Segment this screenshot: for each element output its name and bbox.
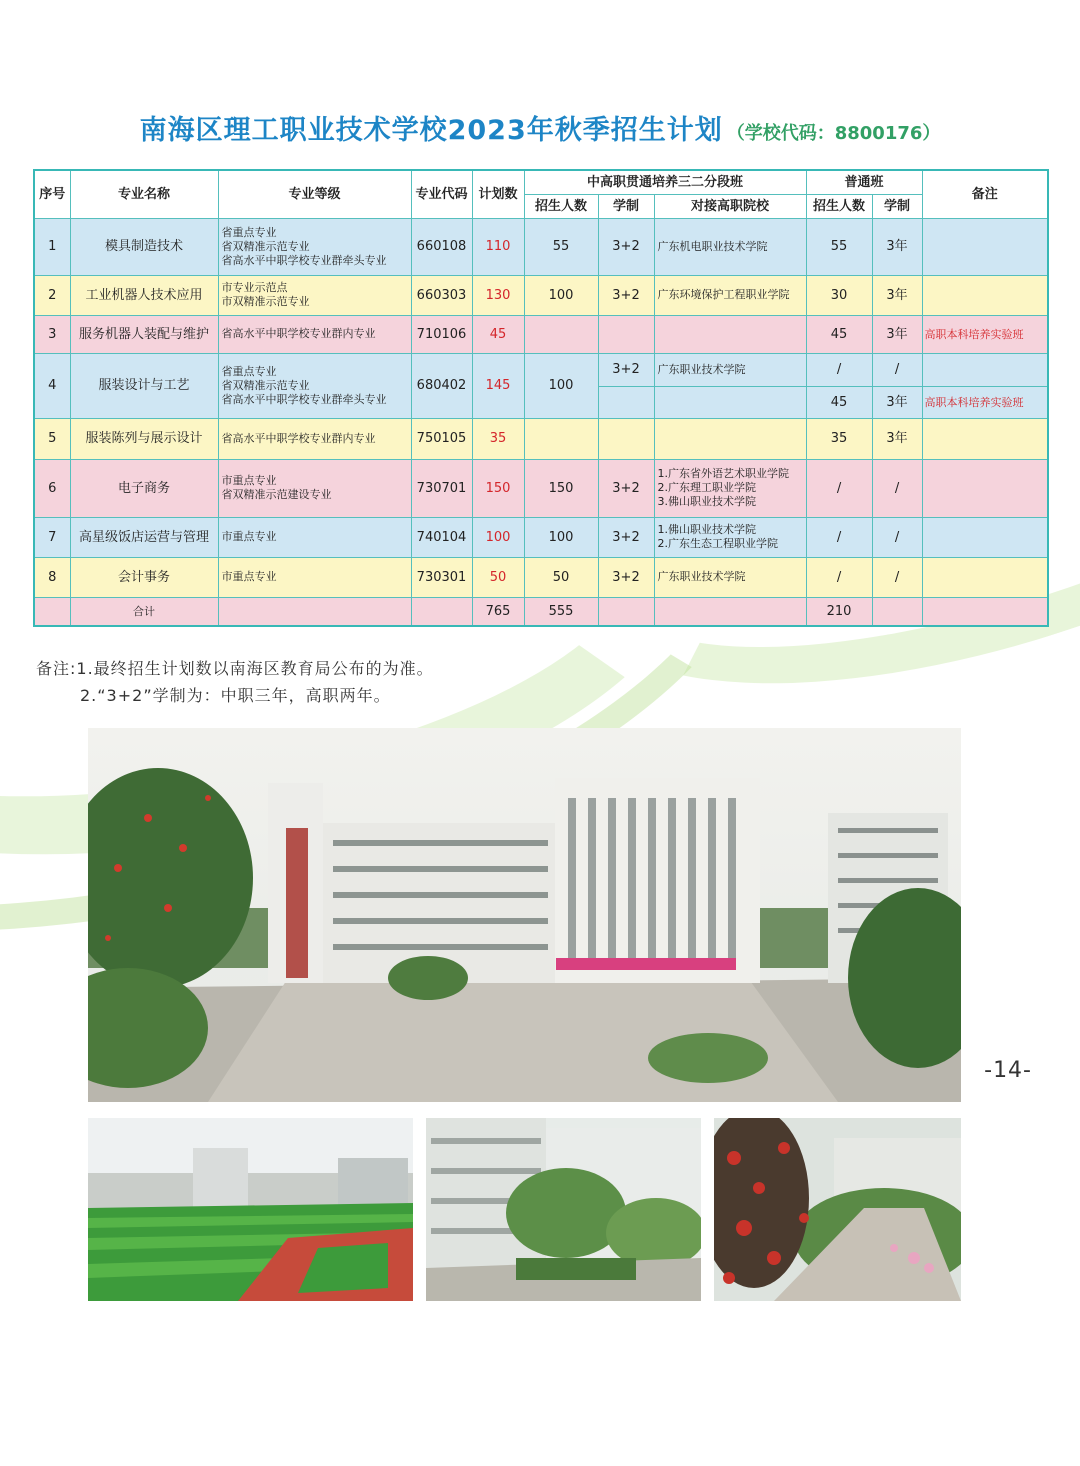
cell-major: 服装陈列与展示设计	[70, 418, 218, 459]
cell-code: 730701	[411, 459, 472, 517]
cell-reg-enroll: 55	[806, 218, 872, 275]
cell-system	[598, 386, 654, 418]
cell-college	[654, 353, 806, 386]
sports-field-photo	[88, 1118, 413, 1301]
cell-system: 3+2	[598, 517, 654, 557]
grade-line: 省重点专业	[221, 225, 277, 239]
cell-no	[34, 597, 70, 626]
cell-enroll: 100	[524, 353, 598, 418]
page-title	[0, 108, 1080, 147]
cell-grade	[218, 275, 411, 315]
cell-system: 3+2	[598, 353, 654, 386]
cell-college	[654, 597, 806, 626]
cell-enroll: 50	[524, 557, 598, 597]
table-row	[34, 517, 1048, 557]
cell-college	[654, 218, 806, 275]
cell-reg-system: /	[872, 517, 922, 557]
cell-system: 3+2	[598, 557, 654, 597]
table-row	[34, 218, 1048, 275]
cell-grade	[218, 597, 411, 626]
cell-college	[654, 418, 806, 459]
header-enroll: 招生人数	[524, 194, 598, 218]
courtyard-garden-photo	[426, 1118, 701, 1301]
kapok-tree-path-photo	[714, 1118, 961, 1301]
cell-plan: 100	[472, 517, 524, 557]
cell-note	[922, 353, 1048, 386]
cell-no: 1	[34, 218, 70, 275]
cell-note	[922, 418, 1048, 459]
header-college: 对接高职院校	[654, 194, 806, 218]
grade-line: 省高水平中职学校专业群牵头专业	[221, 253, 387, 267]
cell-reg-enroll: 45	[806, 315, 872, 353]
cell-college	[654, 386, 806, 418]
college-line: 2.广东理工职业学院	[657, 481, 756, 494]
header-reg-enroll: 招生人数	[806, 194, 872, 218]
remark-line-2: 2.“3+2”学制为：中职三年，高职两年。	[80, 686, 391, 705]
cell-note	[922, 459, 1048, 517]
cell-grade	[218, 418, 411, 459]
grade-line: 市专业示范点	[221, 281, 288, 294]
cell-code: 730301	[411, 557, 472, 597]
cell-code	[411, 597, 472, 626]
grade-line: 省双精准示范建设专业	[221, 488, 332, 501]
cell-reg-enroll: /	[806, 459, 872, 517]
total-plan: 765	[472, 597, 524, 626]
header-group-regular: 普通班	[806, 170, 922, 194]
college-line: 1.广东省外语艺术职业学院	[657, 467, 789, 480]
cell-college	[654, 517, 806, 557]
enrollment-plan-table	[33, 169, 1049, 627]
college-line: 广东职业技术学院	[657, 570, 746, 583]
header-plan: 计划数	[472, 170, 524, 218]
cell-note	[922, 517, 1048, 557]
cell-enroll: 150	[524, 459, 598, 517]
cell-reg-enroll: /	[806, 557, 872, 597]
grade-line: 市双精准示范专业	[221, 295, 310, 308]
cell-enroll: 55	[524, 218, 598, 275]
cell-major: 服装设计与工艺	[70, 353, 218, 418]
cell-note	[922, 557, 1048, 597]
total-reg-enroll: 210	[806, 597, 872, 626]
header-note: 备注	[922, 170, 1048, 218]
cell-college	[654, 275, 806, 315]
cell-plan: 35	[472, 418, 524, 459]
table-row	[34, 459, 1048, 517]
header-reg-system: 学制	[872, 194, 922, 218]
cell-reg-system: 3年	[872, 386, 922, 418]
grade-line: 省双精准示范专业	[221, 239, 310, 253]
cell-grade	[218, 353, 411, 418]
cell-note	[922, 218, 1048, 275]
cell-reg-system: /	[872, 459, 922, 517]
cell-enroll: 100	[524, 517, 598, 557]
cell-reg-enroll: 45	[806, 386, 872, 418]
cell-code: 660108	[411, 218, 472, 275]
grade-line: 市重点专业	[221, 474, 277, 487]
college-line: 3.佛山职业技术学院	[657, 495, 756, 508]
cell-major: 高星级饭店运营与管理	[70, 517, 218, 557]
table-row	[34, 353, 1048, 386]
cell-major: 服务机器人装配与维护	[70, 315, 218, 353]
cell-plan: 110	[472, 218, 524, 275]
cell-note: 高职本科培养实验班	[922, 315, 1048, 353]
cell-reg-system: 3年	[872, 218, 922, 275]
cell-code: 750105	[411, 418, 472, 459]
cell-reg-system: /	[872, 353, 922, 386]
total-row	[34, 597, 1048, 626]
total-enroll: 555	[524, 597, 598, 626]
college-line: 2.广东生态工程职业学院	[657, 537, 778, 550]
cell-system	[598, 418, 654, 459]
college-line: 广东环境保护工程职业学院	[657, 288, 790, 301]
total-label: 合计	[70, 597, 218, 626]
cell-plan: 45	[472, 315, 524, 353]
cell-no: 6	[34, 459, 70, 517]
cell-reg-system: 3年	[872, 418, 922, 459]
cell-major: 会计事务	[70, 557, 218, 597]
cell-system: 3+2	[598, 459, 654, 517]
table-row	[34, 315, 1048, 353]
cell-no: 8	[34, 557, 70, 597]
cell-plan: 145	[472, 353, 524, 418]
grade-line: 省高水平中职学校专业群牵头专业	[221, 392, 387, 406]
college-line: 广东职业技术学院	[657, 362, 746, 376]
cell-plan: 130	[472, 275, 524, 315]
cell-code: 660303	[411, 275, 472, 315]
cell-enroll: 100	[524, 275, 598, 315]
cell-grade	[218, 517, 411, 557]
header-system: 学制	[598, 194, 654, 218]
grade-line: 省重点专业	[221, 364, 277, 378]
table-row	[34, 418, 1048, 459]
cell-college	[654, 557, 806, 597]
remarks	[36, 655, 434, 709]
cell-reg-system	[872, 597, 922, 626]
cell-reg-enroll: 35	[806, 418, 872, 459]
cell-note	[922, 275, 1048, 315]
cell-grade	[218, 218, 411, 275]
grade-line: 省高水平中职学校专业群内专业	[221, 431, 376, 445]
cell-system: 3+2	[598, 218, 654, 275]
remark-line-1: 备注:1.最终招生计划数以南海区教育局公布的为准。	[36, 659, 434, 678]
cell-note: 高职本科培养实验班	[922, 386, 1048, 418]
cell-major: 电子商务	[70, 459, 218, 517]
grade-line: 省高水平中职学校专业群内专业	[221, 327, 376, 340]
college-line: 广东机电职业技术学院	[657, 239, 768, 253]
cell-major: 模具制造技术	[70, 218, 218, 275]
cell-no: 5	[34, 418, 70, 459]
grade-line: 市重点专业	[221, 530, 277, 543]
cell-code: 740104	[411, 517, 472, 557]
cell-reg-system: /	[872, 557, 922, 597]
cell-enroll	[524, 418, 598, 459]
grade-line: 市重点专业	[221, 570, 277, 583]
header-major: 专业名称	[70, 170, 218, 218]
school-code: （学校代码：8800176）	[726, 123, 941, 144]
cell-system: 3+2	[598, 275, 654, 315]
cell-grade	[218, 315, 411, 353]
cell-no: 3	[34, 315, 70, 353]
campus-main-building-photo	[88, 728, 961, 1102]
header-no: 序号	[34, 170, 70, 218]
cell-reg-system: 3年	[872, 275, 922, 315]
cell-plan: 150	[472, 459, 524, 517]
header-code: 专业代码	[411, 170, 472, 218]
cell-college	[654, 459, 806, 517]
cell-system	[598, 597, 654, 626]
grade-line: 省双精准示范专业	[221, 378, 310, 392]
cell-code: 680402	[411, 353, 472, 418]
page-number: -14-	[984, 1058, 1032, 1083]
header-group-3plus2: 中高职贯通培养三二分段班	[524, 170, 806, 194]
table-row	[34, 557, 1048, 597]
title-main: 南海区理工职业技术学校2023年秋季招生计划	[139, 115, 723, 146]
cell-system	[598, 315, 654, 353]
cell-no: 7	[34, 517, 70, 557]
college-line: 1.佛山职业技术学院	[657, 523, 756, 536]
cell-major: 工业机器人技术应用	[70, 275, 218, 315]
cell-grade	[218, 557, 411, 597]
cell-code: 710106	[411, 315, 472, 353]
cell-reg-system: 3年	[872, 315, 922, 353]
header-grade: 专业等级	[218, 170, 411, 218]
cell-reg-enroll: 30	[806, 275, 872, 315]
cell-college	[654, 315, 806, 353]
cell-grade	[218, 459, 411, 517]
cell-plan: 50	[472, 557, 524, 597]
cell-enroll	[524, 315, 598, 353]
table-row	[34, 275, 1048, 315]
cell-no: 4	[34, 353, 70, 418]
cell-note	[922, 597, 1048, 626]
cell-no: 2	[34, 275, 70, 315]
cell-reg-enroll: /	[806, 353, 872, 386]
cell-reg-enroll: /	[806, 517, 872, 557]
